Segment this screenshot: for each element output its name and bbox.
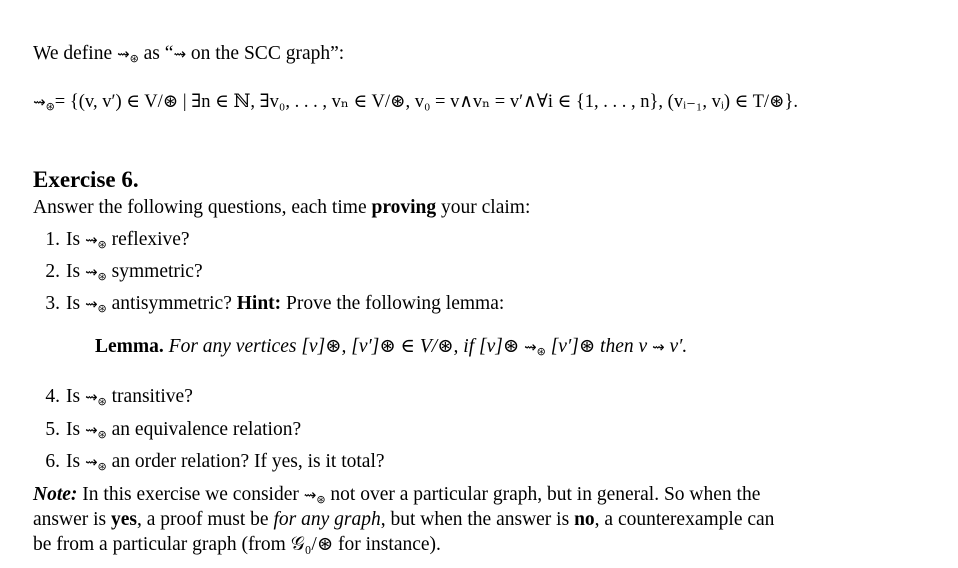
squig-symbol: ⇝ xyxy=(84,231,98,249)
squig-symbol: ⇝ xyxy=(84,295,98,313)
squig-symbol: ⇝ xyxy=(524,338,537,356)
list-item: 5. Is ⇝⊛ an equivalence relation? xyxy=(45,419,302,441)
star-symbol: ⊛ xyxy=(97,302,107,315)
lemma-label: Lemma. xyxy=(95,336,164,357)
squig-symbol: ⇝ xyxy=(303,486,317,504)
star-symbol: ⊛ xyxy=(97,270,107,283)
star-symbol: ⊛ xyxy=(45,100,55,113)
list-item: 2. Is ⇝⊛ symmetric? xyxy=(45,261,203,283)
squig-symbol: ⇝ xyxy=(173,45,187,63)
exercise-intro: Answer the following questions, each time proving your claim: xyxy=(33,197,531,218)
list-item: 3. Is ⇝⊛ antisymmetric? Hint: Prove the following lemma: xyxy=(45,293,505,315)
star-symbol: ⊛ xyxy=(97,395,107,408)
star-symbol: ⊛ xyxy=(536,345,546,358)
squig-symbol: ⇝ xyxy=(652,338,665,356)
note-label: Note: xyxy=(33,484,78,505)
note-line-3: be from a particular graph (from 𝒢₀/⊛ for instance). xyxy=(33,534,441,555)
list-item: 1. Is ⇝⊛ reflexive? xyxy=(45,229,190,251)
formula-text: = {(v, v′) ∈ V/⊛ | ∃n ∈ ℕ, ∃v₀, . . . , vₙ ∈ V/⊛, v₀ = v∧vₙ = v′∧∀i ∈ {1, . . . , n}, (vᵢ₋₁, vᵢ) ∈ T/⊛}. xyxy=(54,92,799,112)
squig-symbol: ⇝ xyxy=(84,421,98,439)
star-symbol: ⊛ xyxy=(97,460,107,473)
star-symbol: ⊛ xyxy=(97,238,107,251)
squig-symbol: ⇝ xyxy=(84,453,98,471)
note-line-1: Note: In this exercise we consider ⇝⊛ not over a particular graph, but in general. So when the xyxy=(33,484,761,506)
star-symbol: ⊛ xyxy=(316,493,326,506)
list-item: 4. Is ⇝⊛ transitive? xyxy=(45,386,193,408)
hint-label: Hint: xyxy=(236,293,282,314)
note-line-2: answer is yes, a proof must be for any graph, but when the answer is no, a counterexample can xyxy=(33,509,775,530)
lemma: Lemma. For any vertices [v]⊛, [v′]⊛ ∈ V/⊛, if [v]⊛ ⇝⊛ [v′]⊛ then v ⇝ v′. xyxy=(95,336,688,358)
star-symbol: ⊛ xyxy=(129,52,139,65)
squig-symbol: ⇝ xyxy=(116,45,130,63)
definition-line: We define ⇝⊛ as “⇝ on the SCC graph”: xyxy=(33,43,345,65)
list-item: 6. Is ⇝⊛ an order relation? If yes, is it total? xyxy=(45,451,385,473)
exercise-title: Exercise 6. xyxy=(33,167,139,192)
relation-formula xyxy=(33,90,798,119)
star-symbol: ⊛ xyxy=(97,428,107,441)
squig-symbol: ⇝ xyxy=(84,388,98,406)
squig-symbol: ⇝ xyxy=(33,93,46,111)
squig-symbol: ⇝ xyxy=(84,263,98,281)
